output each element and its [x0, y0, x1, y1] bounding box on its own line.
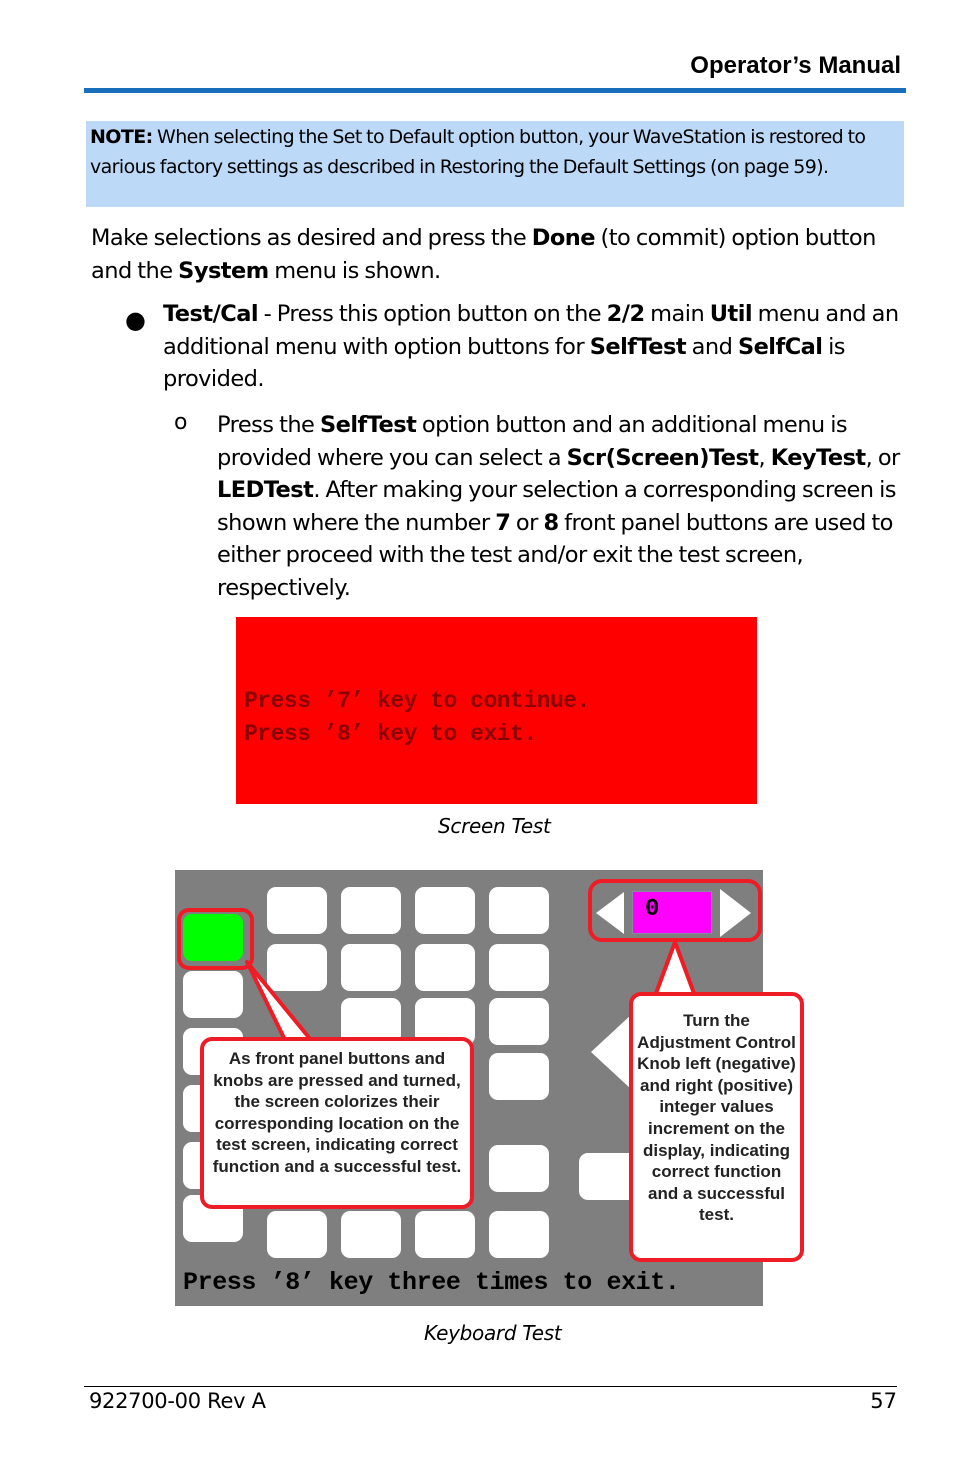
- value-display: 0: [632, 891, 712, 934]
- callout-buttons: As front panel buttons and knobs are pressed and turned, the screen colorizes their corresponding location on the test screen, indicating correct function and a successful test.: [200, 1037, 474, 1209]
- note-label: NOTE:: [90, 126, 153, 148]
- paragraph-done: [91, 222, 906, 287]
- text: is provided.: [163, 333, 845, 392]
- text: - Press this option button on the: [258, 301, 607, 327]
- sub-bullet-selftest: [217, 409, 907, 604]
- bullet-test-cal: [163, 298, 903, 396]
- note-box: [86, 121, 904, 207]
- text: Press the: [217, 412, 320, 438]
- page-header-title: Operator’s Manual: [690, 52, 901, 79]
- bullet-icon: ●: [125, 306, 146, 334]
- bold-selftest: SelfTest: [589, 333, 687, 360]
- text: and: [686, 333, 738, 360]
- callout-tail-left: [247, 962, 311, 1040]
- bold-test-cal: Test/Cal: [163, 301, 258, 327]
- left-arrow-icon: [596, 892, 624, 934]
- keyboard-test-image: [175, 870, 796, 1306]
- text: menu is shown.: [268, 257, 441, 284]
- callout-tail-right: [655, 942, 695, 996]
- footer-doc-id: 922700-00 Rev A: [89, 1389, 266, 1413]
- bold-util: Util: [709, 301, 753, 327]
- bold-selftest: SelfTest: [319, 412, 417, 438]
- highlight-ring-key: [179, 910, 252, 968]
- footer-page-number: 57: [870, 1389, 897, 1413]
- text: . After making your selection a corresponding screen is shown where the number: [217, 477, 896, 536]
- screen-test-caption: Screen Test: [438, 814, 551, 838]
- header-rule: [84, 88, 906, 93]
- keyboard-test-caption: Keyboard Test: [424, 1321, 562, 1345]
- text: or: [510, 509, 544, 536]
- text: ,: [758, 444, 771, 471]
- callout-knob: Turn the Adjustment Control Knob left (negative) and right (positive) integer values increment on the display, indicating correct function and a successful test.: [629, 992, 804, 1262]
- text: menu and an additional menu with option buttons for: [163, 301, 899, 360]
- bold-selfcal: SelfCal: [737, 333, 823, 360]
- text: option button and an additional menu is provided where you can select a: [217, 412, 848, 471]
- note-text: When selecting the Set to Default option button, your WaveStation is restored to various factory settings as described in Restoring the Default Settings (on page 59).: [90, 126, 866, 178]
- bold-done: Done: [531, 225, 595, 251]
- bold-keytest: KeyTest: [770, 444, 866, 471]
- text: main: [644, 301, 710, 327]
- bold-ledtest: LEDTest: [217, 477, 314, 503]
- text: (to commit) option button and the: [91, 225, 876, 284]
- bold-7: 7: [495, 509, 511, 536]
- bold-8: 8: [543, 509, 559, 536]
- screen-test-line-1: Press ’7’ key to continue.: [244, 688, 590, 714]
- sub-bullet-marker: o: [174, 410, 188, 435]
- footer-rule: [84, 1386, 897, 1387]
- screen-test-image: [236, 617, 757, 804]
- bold-2-2: 2/2: [606, 301, 645, 327]
- keyboard-test-exit-text: Press ’8’ key three times to exit.: [183, 1268, 680, 1297]
- text: , or: [865, 444, 900, 471]
- right-arrow-icon: [720, 889, 751, 937]
- text: front panel buttons are used to either proceed with the test and/or exit the test screen, respectively.: [217, 509, 893, 601]
- bold-system: System: [178, 257, 269, 284]
- bold-scrtest: Scr(Screen)Test: [566, 444, 759, 471]
- screen-test-line-2: Press ’8’ key to exit.: [244, 721, 537, 747]
- text: Make selections as desired and press the: [91, 225, 532, 251]
